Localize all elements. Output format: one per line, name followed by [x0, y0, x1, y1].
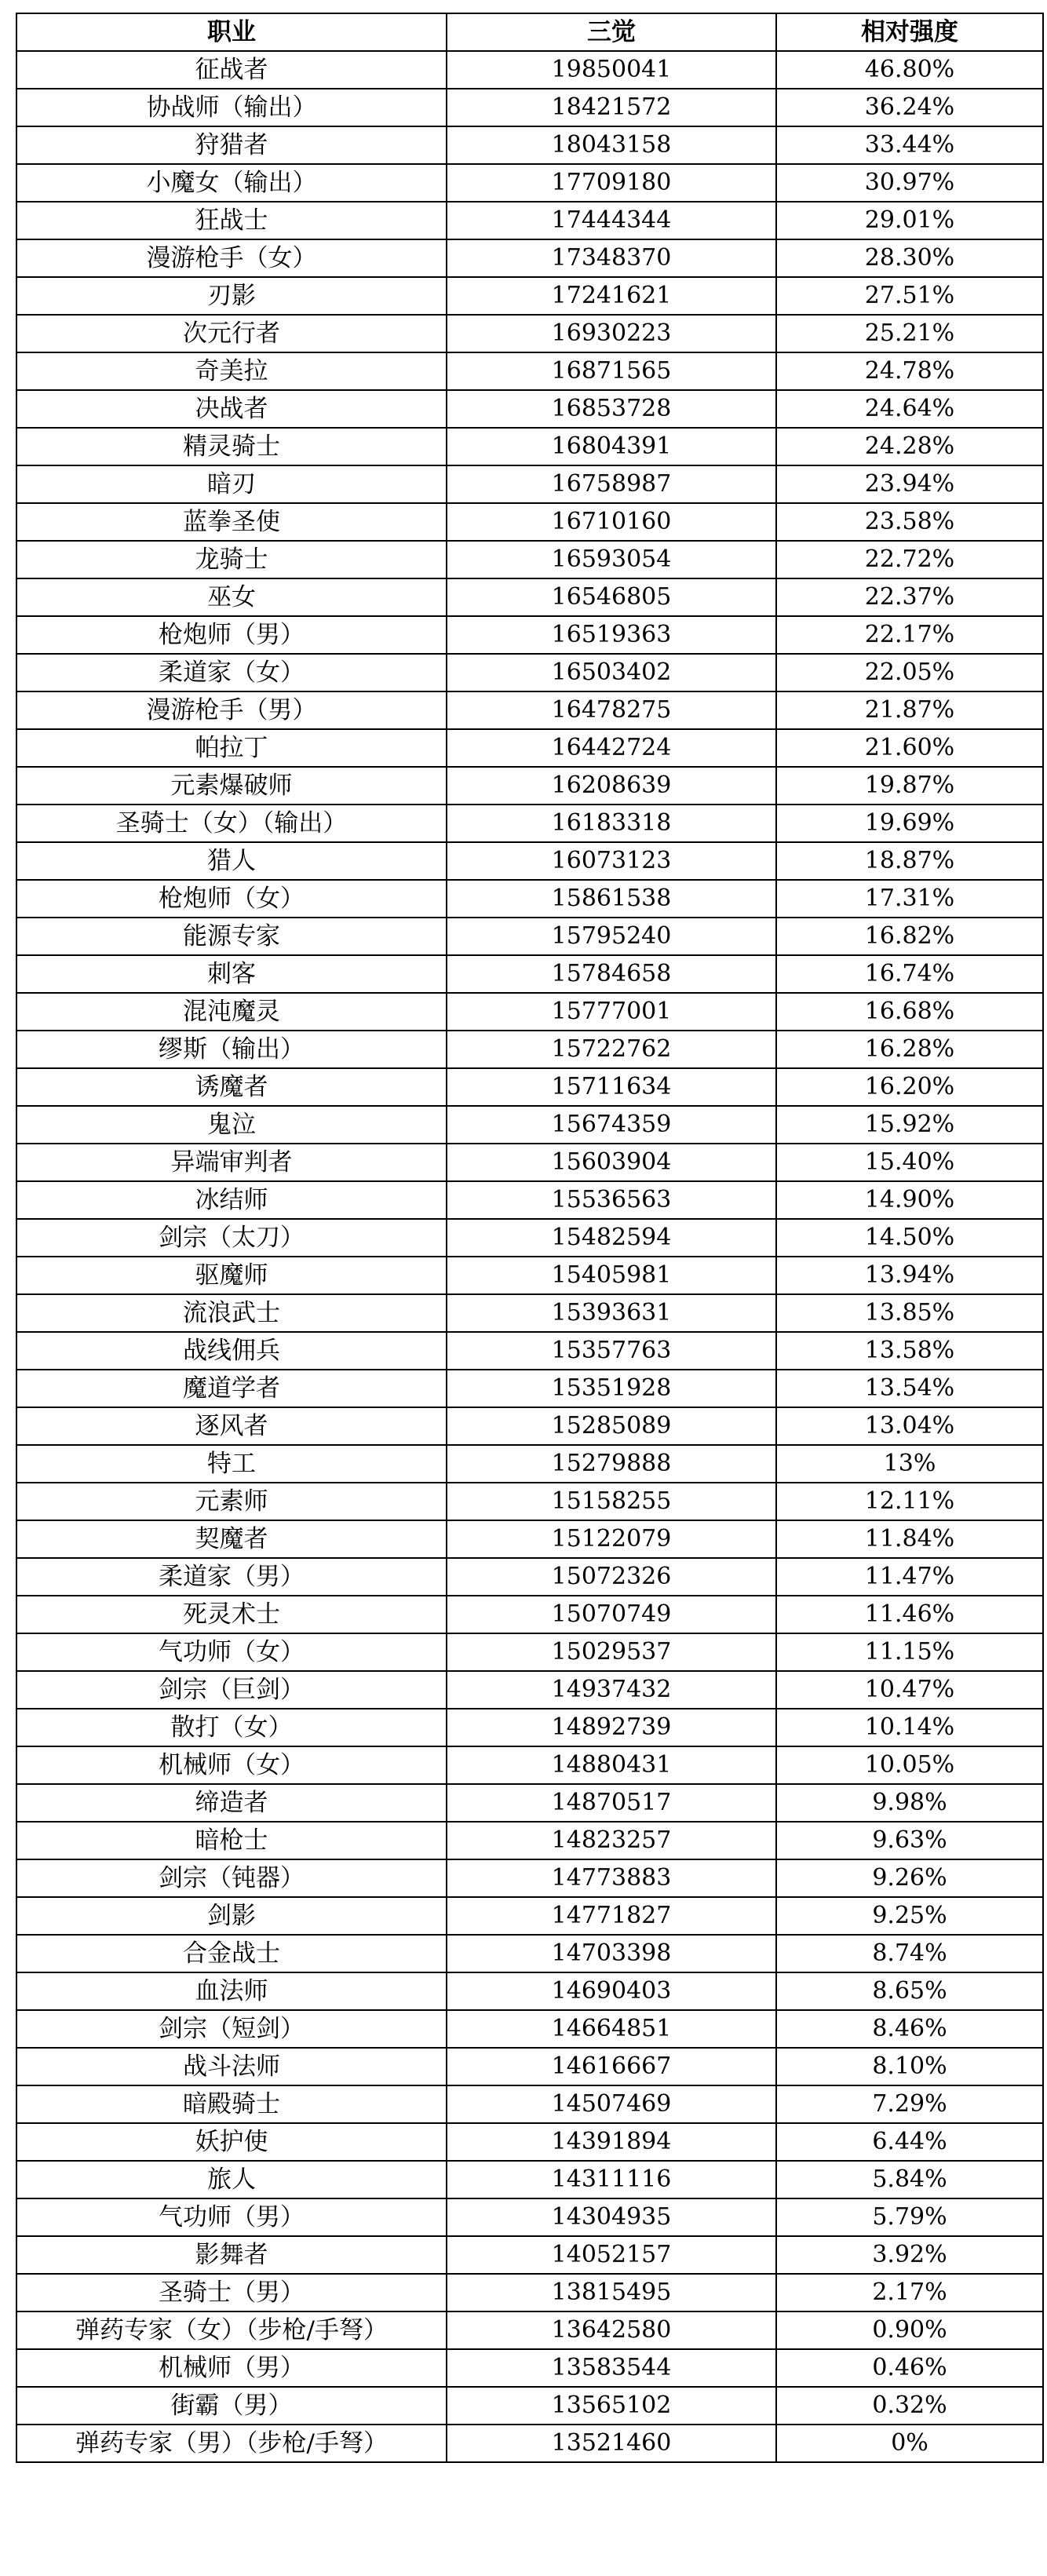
- table-row: [16, 918, 1043, 955]
- cell-relative-strength: 21.60%: [776, 729, 1043, 767]
- cell-third-awakening: 15603904: [447, 1144, 776, 1181]
- table-row: [16, 729, 1043, 767]
- cell-third-awakening: 13642580: [447, 2311, 776, 2349]
- table-row: [16, 1633, 1043, 1671]
- cell-third-awakening: 14771827: [447, 1897, 776, 1935]
- cell-relative-strength: 13.54%: [776, 1370, 1043, 1407]
- cell-job: 机械师（女）: [16, 1746, 447, 1784]
- table-row: [16, 1068, 1043, 1106]
- table-row: [16, 1972, 1043, 2010]
- header-relative-strength: 相对强度: [776, 13, 1043, 51]
- table-row: [16, 1822, 1043, 1859]
- cell-third-awakening: 17348370: [447, 239, 776, 277]
- cell-third-awakening: 15072326: [447, 1558, 776, 1596]
- cell-relative-strength: 29.01%: [776, 202, 1043, 239]
- cell-relative-strength: 22.05%: [776, 654, 1043, 691]
- table-row: [16, 2274, 1043, 2311]
- cell-job: 战线佣兵: [16, 1332, 447, 1370]
- table-row: [16, 880, 1043, 918]
- cell-relative-strength: 0.46%: [776, 2349, 1043, 2387]
- cell-relative-strength: 8.10%: [776, 2048, 1043, 2085]
- cell-relative-strength: 9.26%: [776, 1859, 1043, 1897]
- cell-third-awakening: 18043158: [447, 126, 776, 164]
- table-row: [16, 2349, 1043, 2387]
- table-row: [16, 842, 1043, 880]
- table-row: [16, 2048, 1043, 2085]
- cell-third-awakening: 15158255: [447, 1483, 776, 1520]
- cell-relative-strength: 30.97%: [776, 164, 1043, 202]
- table-row: [16, 202, 1043, 239]
- cell-relative-strength: 23.58%: [776, 503, 1043, 541]
- cell-relative-strength: 0.32%: [776, 2387, 1043, 2425]
- header-job: 职业: [16, 13, 447, 51]
- cell-relative-strength: 18.87%: [776, 842, 1043, 880]
- cell-job: 帕拉丁: [16, 729, 447, 767]
- table-row: [16, 2236, 1043, 2274]
- job-strength-table-container: [16, 13, 1042, 2463]
- cell-relative-strength: 17.31%: [776, 880, 1043, 918]
- cell-relative-strength: 10.47%: [776, 1671, 1043, 1709]
- cell-relative-strength: 36.24%: [776, 89, 1043, 126]
- table-row: [16, 390, 1043, 428]
- cell-third-awakening: 15722762: [447, 1031, 776, 1068]
- cell-third-awakening: 16442724: [447, 729, 776, 767]
- cell-third-awakening: 15393631: [447, 1294, 776, 1332]
- cell-relative-strength: 13.94%: [776, 1257, 1043, 1294]
- cell-third-awakening: 15536563: [447, 1181, 776, 1219]
- cell-job: 征战者: [16, 51, 447, 89]
- cell-job: 刃影: [16, 277, 447, 315]
- header-third-awakening: 三觉: [447, 13, 776, 51]
- cell-job: 机械师（男）: [16, 2349, 447, 2387]
- table-row: [16, 1746, 1043, 1784]
- cell-third-awakening: 15674359: [447, 1106, 776, 1144]
- cell-relative-strength: 10.05%: [776, 1746, 1043, 1784]
- cell-job: 逐风者: [16, 1407, 447, 1445]
- cell-third-awakening: 15784658: [447, 955, 776, 993]
- cell-job: 弹药专家（女）（步枪/手弩）: [16, 2311, 447, 2349]
- cell-relative-strength: 25.21%: [776, 315, 1043, 352]
- cell-relative-strength: 14.90%: [776, 1181, 1043, 1219]
- cell-relative-strength: 24.28%: [776, 428, 1043, 465]
- cell-third-awakening: 13815495: [447, 2274, 776, 2311]
- cell-third-awakening: 14616667: [447, 2048, 776, 2085]
- table-row: [16, 89, 1043, 126]
- cell-job: 漫游枪手（男）: [16, 691, 447, 729]
- table-row: [16, 1859, 1043, 1897]
- cell-third-awakening: 14690403: [447, 1972, 776, 2010]
- cell-relative-strength: 15.40%: [776, 1144, 1043, 1181]
- cell-relative-strength: 15.92%: [776, 1106, 1043, 1144]
- cell-third-awakening: 16073123: [447, 842, 776, 880]
- cell-job: 缔造者: [16, 1784, 447, 1822]
- cell-third-awakening: 14880431: [447, 1746, 776, 1784]
- cell-third-awakening: 15351928: [447, 1370, 776, 1407]
- cell-job: 刺客: [16, 955, 447, 993]
- cell-job: 剑宗（太刀）: [16, 1219, 447, 1257]
- cell-job: 次元行者: [16, 315, 447, 352]
- table-row: [16, 2311, 1043, 2349]
- table-row: [16, 2161, 1043, 2198]
- cell-relative-strength: 13.58%: [776, 1332, 1043, 1370]
- cell-relative-strength: 11.84%: [776, 1520, 1043, 1558]
- cell-relative-strength: 10.14%: [776, 1709, 1043, 1746]
- cell-third-awakening: 17444344: [447, 202, 776, 239]
- cell-job: 死灵术士: [16, 1596, 447, 1633]
- cell-third-awakening: 16758987: [447, 465, 776, 503]
- table-row: [16, 126, 1043, 164]
- cell-third-awakening: 15711634: [447, 1068, 776, 1106]
- table-header-row: [16, 13, 1043, 51]
- table-row: [16, 428, 1043, 465]
- table-row: [16, 1181, 1043, 1219]
- cell-third-awakening: 16546805: [447, 578, 776, 616]
- cell-job: 鬼泣: [16, 1106, 447, 1144]
- table-row: [16, 654, 1043, 691]
- cell-job: 枪炮师（男）: [16, 616, 447, 654]
- cell-third-awakening: 15029537: [447, 1633, 776, 1671]
- cell-job: 剑影: [16, 1897, 447, 1935]
- cell-third-awakening: 14823257: [447, 1822, 776, 1859]
- cell-relative-strength: 11.47%: [776, 1558, 1043, 1596]
- table-row: [16, 1332, 1043, 1370]
- cell-relative-strength: 27.51%: [776, 277, 1043, 315]
- cell-job: 影舞者: [16, 2236, 447, 2274]
- table-row: [16, 1784, 1043, 1822]
- cell-third-awakening: 14937432: [447, 1671, 776, 1709]
- cell-job: 契魔者: [16, 1520, 447, 1558]
- cell-relative-strength: 9.98%: [776, 1784, 1043, 1822]
- cell-job: 奇美拉: [16, 352, 447, 390]
- cell-job: 散打（女）: [16, 1709, 447, 1746]
- cell-relative-strength: 11.46%: [776, 1596, 1043, 1633]
- cell-relative-strength: 5.79%: [776, 2198, 1043, 2236]
- table-row: [16, 2387, 1043, 2425]
- cell-relative-strength: 16.68%: [776, 993, 1043, 1031]
- cell-relative-strength: 7.29%: [776, 2085, 1043, 2123]
- table-row: [16, 352, 1043, 390]
- cell-job: 龙骑士: [16, 541, 447, 578]
- cell-third-awakening: 14304935: [447, 2198, 776, 2236]
- cell-job: 巫女: [16, 578, 447, 616]
- cell-job: 特工: [16, 1445, 447, 1483]
- cell-relative-strength: 13.04%: [776, 1407, 1043, 1445]
- cell-relative-strength: 22.17%: [776, 616, 1043, 654]
- table-body: [16, 51, 1043, 2462]
- cell-third-awakening: 16208639: [447, 767, 776, 805]
- table-row: [16, 1219, 1043, 1257]
- table-row: [16, 955, 1043, 993]
- table-row: [16, 503, 1043, 541]
- table-row: [16, 239, 1043, 277]
- table-row: [16, 1031, 1043, 1068]
- cell-job: 圣骑士（男）: [16, 2274, 447, 2311]
- cell-relative-strength: 13%: [776, 1445, 1043, 1483]
- cell-relative-strength: 11.15%: [776, 1633, 1043, 1671]
- table-row: [16, 1294, 1043, 1332]
- cell-relative-strength: 33.44%: [776, 126, 1043, 164]
- cell-third-awakening: 14892739: [447, 1709, 776, 1746]
- cell-relative-strength: 9.63%: [776, 1822, 1043, 1859]
- cell-job: 旅人: [16, 2161, 447, 2198]
- cell-relative-strength: 0%: [776, 2425, 1043, 2462]
- table-row: [16, 315, 1043, 352]
- cell-relative-strength: 23.94%: [776, 465, 1043, 503]
- cell-third-awakening: 15861538: [447, 880, 776, 918]
- cell-job: 柔道家（女）: [16, 654, 447, 691]
- cell-third-awakening: 19850041: [447, 51, 776, 89]
- table-row: [16, 1257, 1043, 1294]
- cell-job: 剑宗（巨剑）: [16, 1671, 447, 1709]
- table-row: [16, 277, 1043, 315]
- cell-third-awakening: 14773883: [447, 1859, 776, 1897]
- cell-relative-strength: 46.80%: [776, 51, 1043, 89]
- table-row: [16, 767, 1043, 805]
- table-row: [16, 993, 1043, 1031]
- cell-relative-strength: 28.30%: [776, 239, 1043, 277]
- cell-job: 驱魔师: [16, 1257, 447, 1294]
- cell-third-awakening: 15405981: [447, 1257, 776, 1294]
- cell-relative-strength: 8.74%: [776, 1935, 1043, 1972]
- cell-job: 狩猎者: [16, 126, 447, 164]
- cell-job: 战斗法师: [16, 2048, 447, 2085]
- cell-job: 异端审判者: [16, 1144, 447, 1181]
- cell-job: 暗刃: [16, 465, 447, 503]
- cell-third-awakening: 13521460: [447, 2425, 776, 2462]
- cell-third-awakening: 15795240: [447, 918, 776, 955]
- cell-third-awakening: 16593054: [447, 541, 776, 578]
- cell-relative-strength: 21.87%: [776, 691, 1043, 729]
- cell-third-awakening: 16183318: [447, 805, 776, 842]
- cell-job: 协战师（输出）: [16, 89, 447, 126]
- cell-third-awakening: 17709180: [447, 164, 776, 202]
- table-row: [16, 1520, 1043, 1558]
- cell-job: 冰结师: [16, 1181, 447, 1219]
- cell-third-awakening: 16503402: [447, 654, 776, 691]
- cell-relative-strength: 24.78%: [776, 352, 1043, 390]
- cell-third-awakening: 16853728: [447, 390, 776, 428]
- table-row: [16, 1671, 1043, 1709]
- cell-job: 气功师（男）: [16, 2198, 447, 2236]
- table-row: [16, 465, 1043, 503]
- cell-job: 决战者: [16, 390, 447, 428]
- table-row: [16, 1935, 1043, 1972]
- cell-relative-strength: 22.72%: [776, 541, 1043, 578]
- cell-job: 剑宗（钝器）: [16, 1859, 447, 1897]
- cell-job: 缪斯（输出）: [16, 1031, 447, 1068]
- cell-relative-strength: 2.17%: [776, 2274, 1043, 2311]
- cell-relative-strength: 3.92%: [776, 2236, 1043, 2274]
- cell-relative-strength: 16.28%: [776, 1031, 1043, 1068]
- cell-relative-strength: 24.64%: [776, 390, 1043, 428]
- table-row: [16, 691, 1043, 729]
- cell-job: 精灵骑士: [16, 428, 447, 465]
- cell-relative-strength: 16.74%: [776, 955, 1043, 993]
- cell-third-awakening: 14664851: [447, 2010, 776, 2048]
- cell-job: 气功师（女）: [16, 1633, 447, 1671]
- cell-job: 妖护使: [16, 2123, 447, 2161]
- table-row: [16, 51, 1043, 89]
- table-row: [16, 1144, 1043, 1181]
- cell-relative-strength: 16.20%: [776, 1068, 1043, 1106]
- cell-job: 暗枪士: [16, 1822, 447, 1859]
- cell-job: 蓝拳圣使: [16, 503, 447, 541]
- cell-job: 漫游枪手（女）: [16, 239, 447, 277]
- cell-third-awakening: 18421572: [447, 89, 776, 126]
- cell-job: 元素爆破师: [16, 767, 447, 805]
- cell-relative-strength: 9.25%: [776, 1897, 1043, 1935]
- table-row: [16, 164, 1043, 202]
- cell-job: 混沌魔灵: [16, 993, 447, 1031]
- cell-job: 流浪武士: [16, 1294, 447, 1332]
- cell-third-awakening: 14507469: [447, 2085, 776, 2123]
- cell-job: 圣骑士（女）（输出）: [16, 805, 447, 842]
- table-row: [16, 1106, 1043, 1144]
- table-row: [16, 2085, 1043, 2123]
- cell-job: 暗殿骑士: [16, 2085, 447, 2123]
- cell-third-awakening: 16804391: [447, 428, 776, 465]
- table-row: [16, 1897, 1043, 1935]
- cell-third-awakening: 14703398: [447, 1935, 776, 1972]
- cell-relative-strength: 14.50%: [776, 1219, 1043, 1257]
- cell-third-awakening: 15279888: [447, 1445, 776, 1483]
- cell-job: 能源专家: [16, 918, 447, 955]
- cell-third-awakening: 15070749: [447, 1596, 776, 1633]
- cell-job: 狂战士: [16, 202, 447, 239]
- table-row: [16, 1445, 1043, 1483]
- table-row: [16, 2123, 1043, 2161]
- cell-third-awakening: 15482594: [447, 1219, 776, 1257]
- cell-job: 柔道家（男）: [16, 1558, 447, 1596]
- cell-job: 猎人: [16, 842, 447, 880]
- cell-third-awakening: 15122079: [447, 1520, 776, 1558]
- cell-job: 血法师: [16, 1972, 447, 2010]
- cell-third-awakening: 15357763: [447, 1332, 776, 1370]
- cell-third-awakening: 17241621: [447, 277, 776, 315]
- cell-job: 诱魔者: [16, 1068, 447, 1106]
- table-row: [16, 1370, 1043, 1407]
- table-row: [16, 1483, 1043, 1520]
- cell-job: 弹药专家（男）（步枪/手弩）: [16, 2425, 447, 2462]
- job-strength-table: [16, 13, 1044, 2463]
- table-row: [16, 578, 1043, 616]
- table-row: [16, 2425, 1043, 2462]
- table-row: [16, 805, 1043, 842]
- cell-third-awakening: 15777001: [447, 993, 776, 1031]
- cell-third-awakening: 13565102: [447, 2387, 776, 2425]
- cell-relative-strength: 19.87%: [776, 767, 1043, 805]
- cell-job: 小魔女（输出）: [16, 164, 447, 202]
- cell-relative-strength: 22.37%: [776, 578, 1043, 616]
- cell-third-awakening: 16478275: [447, 691, 776, 729]
- cell-third-awakening: 14311116: [447, 2161, 776, 2198]
- cell-job: 枪炮师（女）: [16, 880, 447, 918]
- table-row: [16, 2198, 1043, 2236]
- cell-third-awakening: 14870517: [447, 1784, 776, 1822]
- table-row: [16, 1407, 1043, 1445]
- cell-relative-strength: 0.90%: [776, 2311, 1043, 2349]
- cell-job: 元素师: [16, 1483, 447, 1520]
- table-row: [16, 541, 1043, 578]
- cell-relative-strength: 5.84%: [776, 2161, 1043, 2198]
- cell-third-awakening: 14391894: [447, 2123, 776, 2161]
- table-row: [16, 1709, 1043, 1746]
- cell-third-awakening: 16710160: [447, 503, 776, 541]
- table-row: [16, 1558, 1043, 1596]
- cell-third-awakening: 14052157: [447, 2236, 776, 2274]
- cell-third-awakening: 13583544: [447, 2349, 776, 2387]
- cell-relative-strength: 13.85%: [776, 1294, 1043, 1332]
- cell-third-awakening: 16519363: [447, 616, 776, 654]
- cell-job: 魔道学者: [16, 1370, 447, 1407]
- cell-relative-strength: 8.65%: [776, 1972, 1043, 2010]
- table-row: [16, 1596, 1043, 1633]
- cell-relative-strength: 16.82%: [776, 918, 1043, 955]
- cell-relative-strength: 19.69%: [776, 805, 1043, 842]
- cell-relative-strength: 6.44%: [776, 2123, 1043, 2161]
- cell-third-awakening: 16930223: [447, 315, 776, 352]
- table-row: [16, 2010, 1043, 2048]
- cell-job: 剑宗（短剑）: [16, 2010, 447, 2048]
- cell-relative-strength: 8.46%: [776, 2010, 1043, 2048]
- table-row: [16, 616, 1043, 654]
- cell-relative-strength: 12.11%: [776, 1483, 1043, 1520]
- cell-third-awakening: 15285089: [447, 1407, 776, 1445]
- cell-job: 合金战士: [16, 1935, 447, 1972]
- cell-job: 街霸（男）: [16, 2387, 447, 2425]
- cell-third-awakening: 16871565: [447, 352, 776, 390]
